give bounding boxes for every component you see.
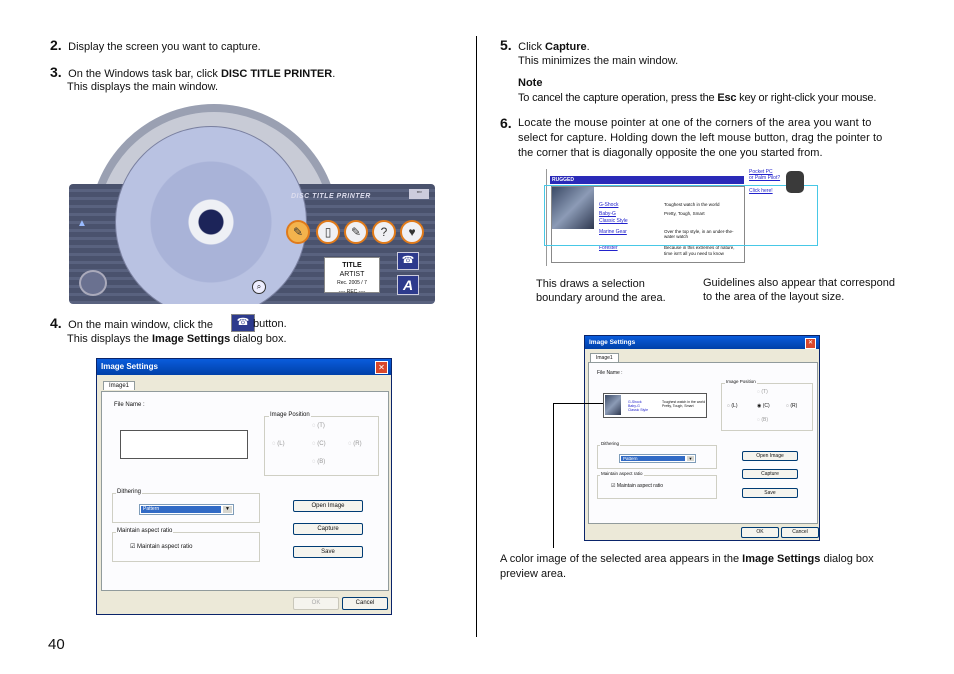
preview-area xyxy=(120,430,248,459)
caption-bottom-2: preview area. xyxy=(500,568,567,580)
web-desc: Because in this extremes of nature, time isn't all you need to know xyxy=(664,245,735,256)
radio-label: (R) xyxy=(790,403,798,409)
main-window-image xyxy=(69,104,435,304)
dialog-name: Image Settings xyxy=(742,553,821,565)
radio-label: (R) xyxy=(353,441,362,447)
radio-bottom[interactable]: ◌ (B) xyxy=(757,417,769,423)
step-6-line3: the corner that is diagonally opposite the one you started from. xyxy=(518,147,823,159)
arrow-up-icon[interactable]: ▲ xyxy=(77,218,87,229)
file-name-label: File Name : xyxy=(597,370,623,376)
open-image-button[interactable]: Open Image xyxy=(293,500,363,512)
web-link[interactable]: Baby-G Classic Style xyxy=(599,211,628,224)
aspect-checkbox[interactable]: ☑ Maintain aspect ratio xyxy=(130,544,193,550)
zoom-icon[interactable]: ⌕ xyxy=(252,280,266,294)
caption-right-1: Guidelines also appear that correspond xyxy=(703,277,896,289)
image-button[interactable]: ✎ xyxy=(286,220,310,244)
step-2 xyxy=(50,37,261,55)
result-post: dialog box. xyxy=(230,333,287,345)
web-desc: Pretty, Tough, Smart xyxy=(664,211,705,216)
dithering-value: Pattern xyxy=(141,506,221,513)
radio-center[interactable]: ◉ (C) xyxy=(757,403,770,409)
web-header-bar xyxy=(550,176,744,184)
step-text-post: . xyxy=(332,68,336,80)
caption-right-2: to the area of the layout size. xyxy=(703,291,845,303)
dithering-label: Dithering xyxy=(601,441,620,446)
step-6-line2: select for capture. Holding down the left mouse button, drag the pointer to xyxy=(518,132,883,144)
preview-desc: Pretty, Tough, Smart xyxy=(662,404,694,408)
step-number: 4. xyxy=(50,315,62,331)
result-pre: This displays the xyxy=(67,333,152,345)
step-5-result: This minimizes the main window. xyxy=(518,55,679,67)
web-link[interactable]: G-Shock xyxy=(599,202,619,208)
step-3-result: This displays the main window. xyxy=(67,81,219,93)
caption-post: dialog box xyxy=(820,553,874,565)
checkbox-label: Maintain aspect ratio xyxy=(137,544,193,550)
preview-link: G-Shock xyxy=(628,400,642,404)
page-number: 40 xyxy=(48,636,65,653)
close-icon[interactable]: ✕ xyxy=(375,361,388,374)
dithering-select[interactable] xyxy=(619,454,696,463)
radio-right[interactable]: ◌ (R) xyxy=(348,441,362,447)
step-text xyxy=(68,68,335,80)
window-controls[interactable]: ▫▫ xyxy=(409,189,429,199)
radio-left[interactable]: ◌ (L) xyxy=(272,441,285,447)
document-button[interactable]: ▯ xyxy=(316,220,340,244)
label-line: ARTIST xyxy=(339,271,365,278)
image-settings-dialog-preview xyxy=(584,335,820,541)
device-image xyxy=(786,171,804,193)
step-6 xyxy=(500,115,512,133)
caption-left-2: boundary around the area. xyxy=(536,292,666,304)
guideline-box xyxy=(544,185,818,246)
chevron-down-icon[interactable]: ▼ xyxy=(688,456,693,461)
preview-area xyxy=(603,393,707,418)
capture-screenshot xyxy=(546,169,904,266)
tab-panel xyxy=(101,391,389,591)
ok-button[interactable]: OK xyxy=(293,597,339,610)
preview-desc: Toughest watch in the world xyxy=(662,400,706,404)
radio-label: (C) xyxy=(762,403,770,409)
web-link[interactable]: Marine Gear xyxy=(599,229,627,235)
open-image-button[interactable]: Open Image xyxy=(742,451,798,461)
radio-top[interactable]: ◌ (T) xyxy=(312,423,325,429)
radio-label: (L) xyxy=(731,403,738,409)
note-title: Note xyxy=(518,77,543,89)
capture-button[interactable]: Capture xyxy=(293,523,363,535)
radio-center[interactable]: ◌ (C) xyxy=(312,441,326,447)
help-button[interactable]: ? xyxy=(372,220,396,244)
radio-left[interactable]: ◌ (L) xyxy=(727,403,738,409)
save-button[interactable]: Save xyxy=(742,488,798,498)
web-header: RUGGED xyxy=(552,177,574,183)
key-name: Esc xyxy=(717,92,737,104)
step-6-line1: Locate the mouse pointer at one of the corners of the area you want to xyxy=(518,117,872,129)
label-line: ---- REC ---- xyxy=(338,289,366,295)
capture-icon-button[interactable]: ☎ xyxy=(397,252,419,270)
dialog-title: Image Settings xyxy=(585,336,819,349)
aspect-checkbox[interactable]: ☑ Maintain aspect ratio xyxy=(611,483,664,489)
radio-bottom[interactable]: ◌ (B) xyxy=(312,459,326,465)
radio-right[interactable]: ◌ (R) xyxy=(786,403,798,409)
step-text-post: . xyxy=(586,41,590,53)
label-preview xyxy=(324,257,380,293)
column-divider xyxy=(476,36,477,637)
preview-link: Baby-G xyxy=(628,404,640,408)
image-position-label: Image Position xyxy=(270,412,310,418)
caption-pre: A color image of the selected area appears in the xyxy=(500,553,743,565)
radio-label: (B) xyxy=(761,417,769,423)
web-desc: Over the top style, in an under-the-water watch xyxy=(664,229,734,239)
step-5 xyxy=(500,37,590,55)
print-button[interactable]: ♥ xyxy=(400,220,424,244)
callout-line-v xyxy=(553,403,554,548)
label-line: Rec. 2005 / 7 xyxy=(337,280,367,286)
label-line: TITLE xyxy=(342,262,362,269)
disc-icon xyxy=(115,126,307,304)
radio-label: (T) xyxy=(761,389,768,395)
callout-line-h xyxy=(553,403,603,404)
preview-link: Classic Style xyxy=(628,408,649,412)
image-settings-dialog xyxy=(96,358,392,615)
ok-button[interactable]: OK xyxy=(741,527,779,538)
tab-image1[interactable]: Image1 xyxy=(103,381,135,390)
aspect-group-label: Maintain aspect ratio xyxy=(601,471,643,476)
dithering-value: Pattern xyxy=(621,456,685,461)
step-text: Display the screen you want to capture. xyxy=(68,41,261,53)
step-4-result xyxy=(67,332,287,347)
step-number: 2. xyxy=(50,37,62,53)
radio-label: (T) xyxy=(317,423,325,429)
note-text xyxy=(518,91,876,106)
button-name: Capture xyxy=(545,41,587,53)
tab-image1[interactable]: Image1 xyxy=(590,353,619,362)
web-desc: Toughest watch in the world xyxy=(664,202,720,207)
note-pre: To cancel the capture operation, press the xyxy=(518,92,718,104)
app-name: DISC TITLE PRINTER xyxy=(220,68,333,80)
capture-button-icon: ☎ xyxy=(231,314,255,332)
radio-label: (C) xyxy=(317,441,326,447)
caption-left-1: This draws a selection xyxy=(536,278,645,290)
aspect-group-label: Maintain aspect ratio xyxy=(117,528,173,534)
step-text-post: button. xyxy=(253,318,287,330)
preview-image xyxy=(605,395,621,415)
dialog-name: Image Settings xyxy=(151,333,231,345)
text-button[interactable]: A xyxy=(397,275,419,295)
capture-button[interactable]: Capture xyxy=(742,469,798,479)
step-text xyxy=(518,41,590,53)
cancel-button[interactable]: Cancel xyxy=(781,527,819,538)
side-link[interactable]: Click here! xyxy=(749,188,773,194)
step-number: 6. xyxy=(500,115,512,131)
tool-button[interactable]: ✎ xyxy=(344,220,368,244)
step-text-pre: On the main window, click the xyxy=(68,319,214,331)
cancel-button[interactable]: Cancel xyxy=(342,597,388,610)
step-4 xyxy=(50,315,213,333)
radio-label: (B) xyxy=(317,459,326,465)
dithering-select[interactable] xyxy=(139,504,234,515)
caption-bottom-1 xyxy=(500,552,874,567)
side-link[interactable]: Pocket PC or Palm Pilot? xyxy=(749,169,781,181)
app-title: DISC TITLE PRINTER xyxy=(291,193,371,200)
save-button[interactable]: Save xyxy=(293,546,363,558)
checkbox-label: Maintain aspect ratio xyxy=(616,483,664,489)
printer-icon[interactable] xyxy=(79,270,107,296)
file-name-label: File Name : xyxy=(114,402,145,408)
dialog-title: Image Settings xyxy=(97,359,391,375)
note-post: key or right-click your mouse. xyxy=(736,92,877,104)
radio-label: (L) xyxy=(277,441,285,447)
dithering-label: Dithering xyxy=(117,489,142,495)
step-text-pre: On the Windows task bar, click xyxy=(68,68,221,80)
tab-panel xyxy=(588,362,818,524)
image-position-label: Image Position xyxy=(726,379,756,384)
radio-top[interactable]: ◌ (T) xyxy=(757,389,768,395)
chevron-down-icon[interactable]: ▼ xyxy=(223,506,232,513)
step-number: 5. xyxy=(500,37,512,53)
step-number: 3. xyxy=(50,64,62,80)
step-text-pre: Click xyxy=(518,41,546,53)
web-link[interactable]: Forester xyxy=(599,245,618,251)
close-icon[interactable]: ✕ xyxy=(805,338,816,349)
